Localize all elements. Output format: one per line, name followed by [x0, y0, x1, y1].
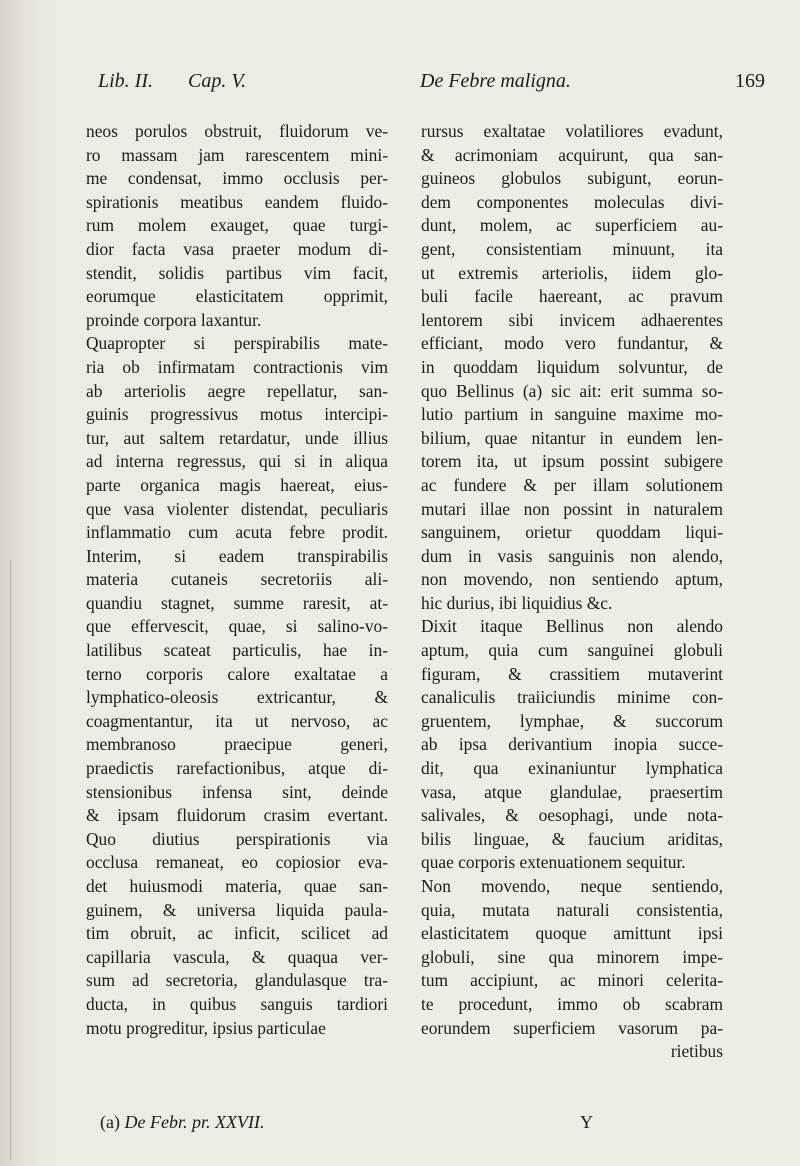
text-line: elasticitatem quoque amittunt ipsi: [421, 923, 723, 944]
text-line: & ipsam fluidorum crasim evertant.: [86, 805, 388, 826]
text-line: neos porulos obstruit, fluidorum ve-: [86, 121, 388, 141]
text-line: det huiusmodi materia, quae san-: [86, 876, 388, 896]
text-line: Non movendo, neque sentiendo,: [421, 876, 723, 896]
text-line: lentorem sibi invicem adhaerentes: [421, 309, 723, 330]
text-line: non movendo, non sentiendo aptum,: [421, 569, 723, 590]
text-line: aptum, quia cum sanguinei globuli: [421, 640, 723, 661]
text-line: guinem, & universa liquida paula-: [86, 899, 388, 920]
text-line: sum ad secretoria, glandulasque tra-: [86, 970, 388, 991]
header-chapter-label: Cap. V.: [188, 70, 246, 92]
text-line: que vasa violenter distendat, peculiaris: [86, 498, 388, 519]
text-line: stendit, solidis partibus vim facit,: [86, 262, 388, 283]
text-line: que effervescit, quae, si salino-vo-: [86, 616, 388, 637]
text-line: lymphatico-oleosis extricantur, &: [86, 687, 388, 708]
text-line: Quo diutius perspirationis via: [86, 828, 388, 849]
footnote: [100, 1112, 264, 1133]
text-line: capillaria vascula, & quaqua ver-: [86, 946, 388, 967]
text-line: salivales, & oesophagi, unde nota-: [421, 805, 723, 826]
text-line: sanguinem, orietur quoddam liqui-: [421, 522, 723, 543]
text-line: Interim, si eadem transpirabilis: [86, 545, 388, 566]
text-line: stensionibus infensa sint, deinde: [86, 781, 388, 802]
text-line: gent, consistentiam minuunt, ita: [421, 238, 723, 259]
text-line: ab arteriolis aegre repellatur, san-: [86, 380, 388, 401]
text-line: in quoddam liquidum solvuntur, de: [421, 356, 723, 377]
text-line: ut extremis arteriolis, iidem glo-: [421, 262, 723, 283]
text-line: spirationis meatibus eandem fluido-: [86, 191, 388, 212]
text-line: ac fundere & per illam solutionem: [421, 474, 723, 495]
text-line: dit, qua exinaniuntur lymphatica: [421, 758, 723, 779]
text-line: bilis linguae, & faucium ariditas,: [421, 828, 723, 849]
text-line: ab ipsa derivantium inopia succe-: [421, 734, 723, 755]
text-line: & acrimoniam acquirunt, qua san-: [421, 144, 723, 165]
text-line: ad interna regressus, qui si in aliqua: [86, 451, 388, 472]
text-line: guineos globulos subigunt, eorun-: [421, 168, 723, 189]
text-line: rietibus: [670, 1041, 723, 1062]
running-header: [0, 70, 800, 100]
text-line: coagmentantur, ita ut nervoso, ac: [86, 710, 388, 731]
page-footer: [0, 1112, 800, 1142]
text-line: tur, aut saltem retardatur, unde illius: [86, 427, 388, 448]
page-number: 169: [735, 70, 765, 92]
text-line: guinis progressivus motus intercipi-: [86, 404, 388, 425]
text-line: terno corporis calore exaltatae a: [86, 663, 388, 684]
text-line: quia, mutata naturali consistentia,: [421, 899, 723, 920]
text-line: buli facile haereant, ac pravum: [421, 286, 723, 307]
header-book-label: Lib. II.: [98, 70, 153, 92]
text-line: inflammatio cum acuta febre prodit.: [86, 522, 388, 543]
text-line: hic durius, ibi liquidius &c.: [421, 592, 613, 613]
text-line: latilibus scateat particulis, hae in-: [86, 640, 388, 661]
text-line: dem componentes moleculas divi-: [421, 191, 723, 212]
header-title: De Febre maligna.: [420, 70, 571, 92]
text-line: Quapropter si perspirabilis mate-: [86, 333, 388, 354]
text-line: quandiu stagnet, summe raresit, at-: [86, 592, 388, 613]
text-line: membranoso praecipue generi,: [86, 734, 388, 755]
text-line: dunt, molem, ac superficiem au-: [421, 215, 723, 236]
text-line: materia cutaneis secretoriis ali-: [86, 569, 388, 590]
footnote-mark: (a): [100, 1112, 120, 1132]
text-line: dum in vasis sanguinis non alendo,: [421, 545, 723, 566]
text-line: torem ita, ut ipsum possint subigere: [421, 451, 723, 472]
text-line: dior facta vasa praeter modum di-: [86, 238, 388, 259]
text-line: occlusa remaneat, eo copiosior eva-: [86, 852, 388, 873]
text-line: tim obruit, ac inficit, scilicet ad: [86, 923, 388, 944]
text-line: me condensat, immo occlusis per-: [86, 168, 388, 189]
text-line: eorumque elasticitatem opprimit,: [86, 286, 388, 307]
text-line: parte organica magis haereat, eius-: [86, 474, 388, 495]
binding-edge: [10, 560, 11, 1160]
text-line: motu progreditur, ipsius particulae: [86, 1017, 326, 1038]
text-line: rum molem exauget, quae turgi-: [86, 215, 388, 236]
text-line: quo Bellinus (a) sic ait: erit summa so-: [421, 380, 723, 401]
text-line: vasa, atque glandulae, praesertim: [421, 781, 723, 802]
footnote-text: De Febr. pr. XXVII.: [124, 1112, 265, 1132]
text-line: rursus exaltatae volatiliores evadunt,: [421, 121, 723, 141]
left-text-column: [86, 120, 388, 1040]
text-line: ria ob infirmatam contractionis vim: [86, 356, 388, 377]
text-line: globuli, sine qua minorem impe-: [421, 946, 723, 967]
text-line: figuram, & crassitiem mutaverint: [421, 663, 723, 684]
text-line: efficiant, modo vero fundantur, &: [421, 333, 723, 354]
text-line: gruentem, lymphae, & succorum: [421, 710, 723, 731]
text-line: praedictis rarefactionibus, atque di-: [86, 758, 388, 779]
text-line: eorundem superficiem vasorum pa-: [421, 1017, 723, 1038]
text-line: proinde corpora laxantur.: [86, 309, 262, 330]
text-line: bilium, quae nitantur in eundem len-: [421, 427, 723, 448]
text-line: mutari illae non possint in naturalem: [421, 498, 723, 519]
text-line: te procedunt, immo ob scabram: [421, 993, 723, 1014]
signature-mark: Y: [580, 1112, 593, 1132]
right-text-column: [421, 120, 723, 1064]
text-line: ducta, in quibus sanguis tardiori: [86, 993, 388, 1014]
text-line: ro massam jam rarescentem mini-: [86, 144, 388, 165]
text-line: tum accipiunt, ac minori celerita-: [421, 970, 723, 991]
text-line: canaliculis traiiciundis minime con-: [421, 687, 723, 708]
text-line: lutio partium in sanguine maxime mo-: [421, 404, 723, 425]
text-line: quae corporis extenuationem sequitur.: [421, 852, 686, 873]
text-line: Dixit itaque Bellinus non alendo: [421, 616, 723, 637]
